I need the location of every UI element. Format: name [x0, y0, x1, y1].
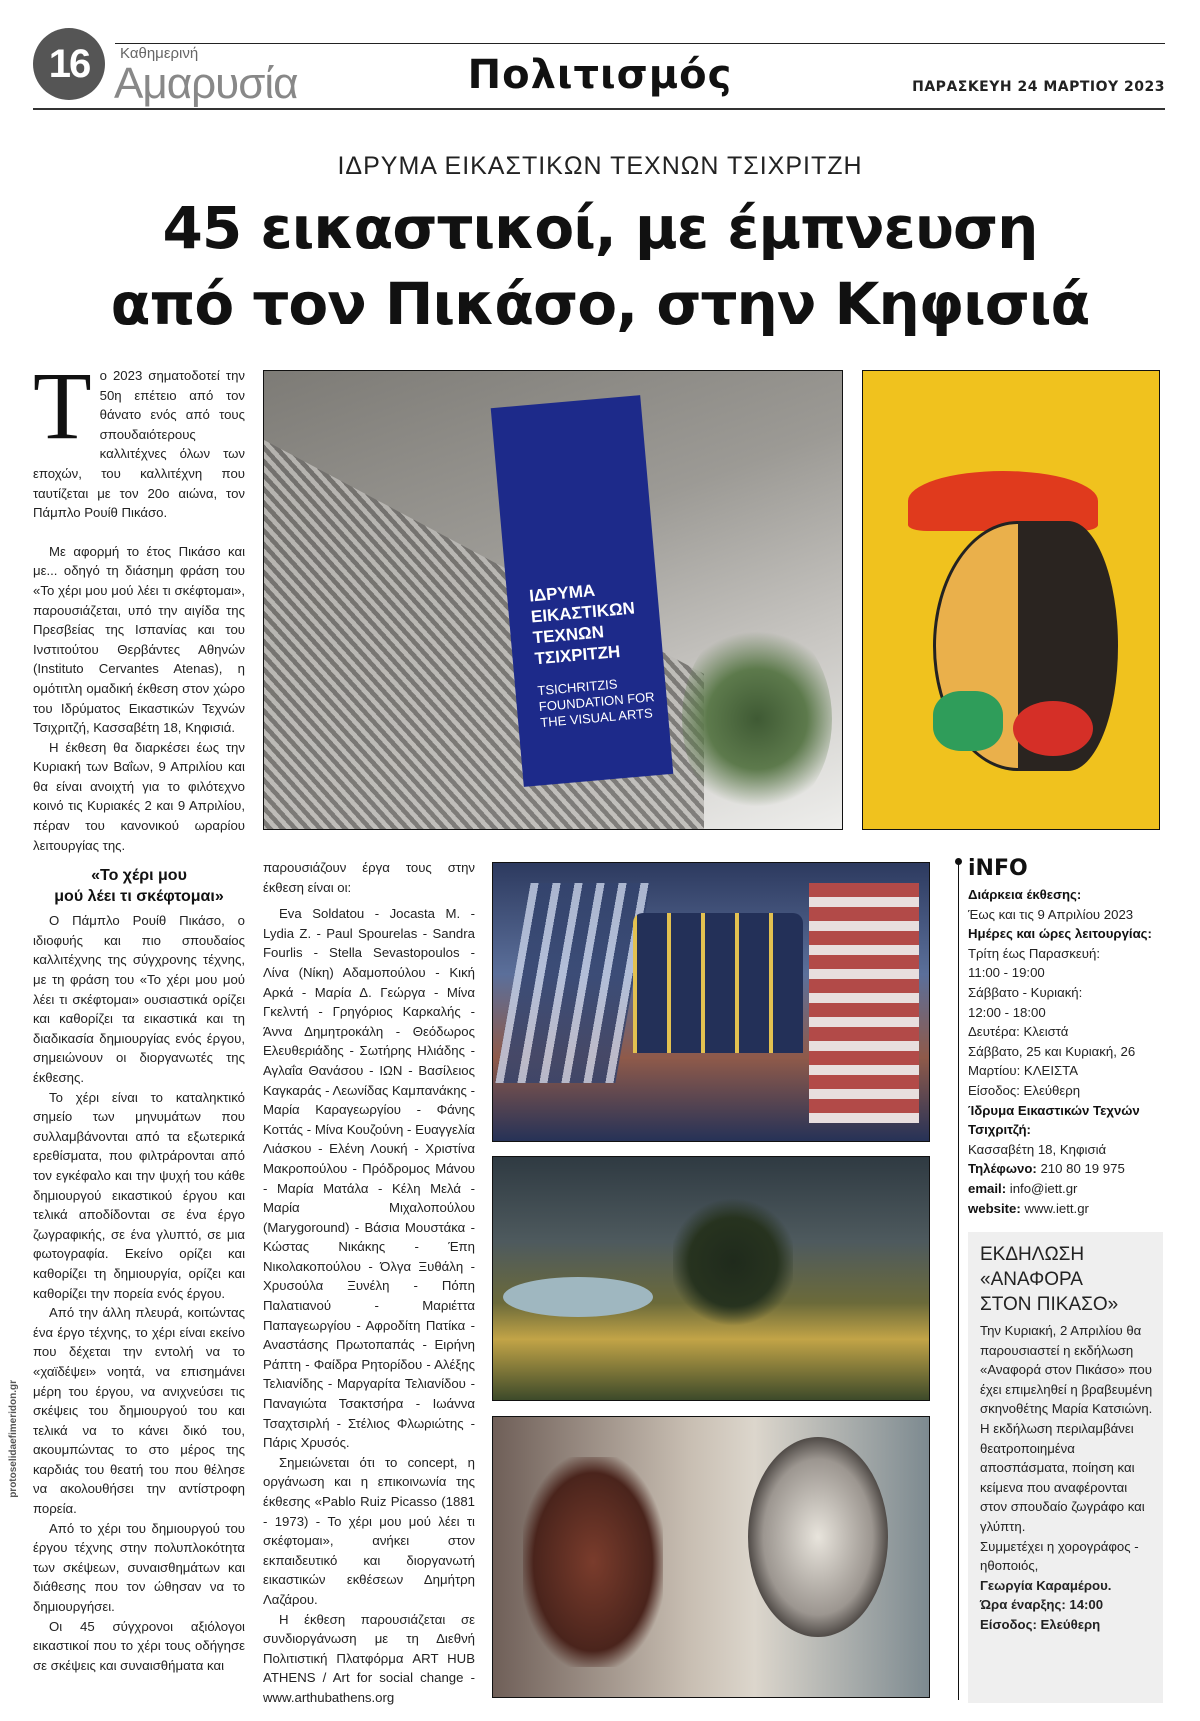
paragraph: Με αφορμή το έτος Πικάσο και με... οδηγό τη διάσημη φράση του «Το χέρι μου μού λέει τι σκέφτομαι», παρουσιάζεται, υπό την αιγίδα της Πρεσβείας της Ισπανίας και του Ινστιτούτου Θερβάντες Αθηνών (Instituto Cervantes Atenas), η ομότιτλη ομαδική έκθεση στον χώρο του Ιδρύματος Εικαστικών Τεχνών Τσιχριτζή, Κασσαβέτη 18, Κηφισιά. — [33, 543, 245, 736]
article-column-1 — [33, 352, 245, 1675]
event-box — [968, 1232, 1163, 1703]
tree-shape — [673, 1197, 793, 1327]
article-headline — [0, 190, 1200, 342]
tree-foliage — [682, 619, 832, 819]
event-performer: Γεωργία Καραμέρου. — [980, 1577, 1112, 1593]
info-box — [968, 855, 1163, 1218]
article-subhead — [33, 865, 245, 907]
header-bottom-rule — [33, 108, 1165, 110]
building-shape — [809, 883, 919, 1123]
info-rows — [968, 885, 1163, 1159]
event-title-line: «ΑΝΑΦΟΡΑ — [980, 1269, 1083, 1291]
phone-value: 210 80 19 975 — [1040, 1161, 1125, 1177]
event-start-time: Ώρα έναρξης: 14:00 — [980, 1597, 1104, 1613]
info-row: Σάββατο, 25 και Κυριακή, 26 Μαρτίου: ΚΛΕΙΣΤΑ — [968, 1043, 1136, 1079]
event-title-line: ΕΚΔΗΛΩΣΗ — [980, 1244, 1085, 1266]
info-title: iNFO — [968, 856, 1028, 881]
subhead-line-1: «Το χέρι μου — [91, 867, 187, 885]
painting-landscape — [492, 1156, 930, 1401]
paragraph: παρουσιάζουν έργα τους στην έκθεση είναι οι: — [263, 860, 475, 895]
paragraph: Ο Πάμπλο Ρουίθ Πικάσο, ο ιδιοφυής και πιο σπουδαίος καλλιτέχνης της σύγχρονης τέχνης, με τη φράση του «Το χέρι μου μού λέει τι σκέφτομαι» ουσιαστικά ορίζει και καθορίζει τα εικαστικά και τη διαδικασία δημιουργίας ενός έργου, σημειώνουν οι διοργανωτές της έκθεσης. — [33, 913, 245, 1085]
info-row: Τρίτη έως Παρασκευή: — [968, 945, 1100, 961]
event-entry: Είσοδος: Ελεύθερη — [980, 1617, 1101, 1632]
email-value[interactable]: info@iett.gr — [1009, 1180, 1078, 1196]
section-title: Πολιτισμός — [467, 52, 733, 98]
info-divider-dot — [955, 858, 962, 865]
info-website — [968, 1199, 1163, 1219]
banner-text: ΙΔΡΥΜΑ ΕΙΚΑΣΤΙΚΩΝ ΤΕΧΝΩΝ ΤΣΙΧΡΙΤΖΗ — [528, 580, 636, 669]
headline-line-2: από τον Πικάσο, στην Κηφισιά — [110, 270, 1090, 338]
info-row: Κασσαβέτη 18, Κηφισιά — [968, 1141, 1107, 1157]
watermark: protoselidaefimeridon.gr — [8, 1380, 19, 1498]
foundation-banner — [491, 395, 674, 787]
banner-subtext: TSICHRITZIS FOUNDATION FOR THE VISUAL ARTS — [536, 676, 656, 731]
website-label: website: — [968, 1200, 1021, 1216]
paragraph: Από την άλλη πλευρά, κοιτώντας ένα έργο τέχνης, το χέρι είναι εκείνο που δέχεται την εντολή να το «χαϊδέψει» νοητά, να επισημάνει μέρη του έργου, να ανιχνεύσει τις σκέψεις του δημιουργού του και τελικά να το κάνει δικό του, ακουμπώντας το στο μέρος της καρδιάς του θεατή του που θέλησε να ακολουθήσει την αντίστροφη πορεία. — [33, 1305, 245, 1517]
paragraph: Από το χέρι του δημιουργού του έργου τέχνης στην πολυπλοκότητα των σκέψεων, συναισθημάτων και διάθεσης που τον ώθησαν να το δημιουργήσει. — [33, 1520, 245, 1615]
event-title — [980, 1242, 1153, 1317]
article-column-2 — [263, 858, 475, 1708]
paragraph: Η έκθεση παρουσιάζεται σε συνδιοργάνωση με τη Διεθνή Πολιτιστική Πλατφόρμα ART HUB ATHENS / Art for social change - www.arthubathens.org — [263, 1611, 475, 1705]
headline-line-1: 45 εικαστικοί, με έμπνευση — [162, 194, 1038, 262]
subhead-line-2: μού λέει τι σκέφτομαι» — [54, 888, 224, 906]
logo: Αμαρυσία — [114, 59, 298, 108]
info-row: Σάββατο - Κυριακή: — [968, 984, 1083, 1000]
event-title-line: ΣΤΟΝ ΠΙΚΑΣΟ» — [980, 1294, 1119, 1316]
info-row: Διάρκεια έκθεσης: — [968, 887, 1082, 902]
paragraph: Σημειώνεται ότι το concept, η οργάνωση και η επικοινωνία της έκθεσης «Pablo Ruiz Picasso (1881 - 1973) - Το χέρι μου μού λέει τι σκέφτομαι», ανήκει στον εκπαιδευτικό και διοργανωτή εικαστικών εκθέσεων Δημήτρη Λαζάρου. — [263, 1454, 475, 1607]
painting-city — [492, 862, 930, 1142]
paragraph: Οι 45 σύγχρονοι αξιόλογοι εικαστικοί που το χέρι τους οδήγησε σε σκέψεις και συναισθήματα και — [33, 1618, 245, 1673]
info-divider — [958, 862, 959, 1700]
painting-cubist-face — [862, 370, 1160, 830]
info-row: Δευτέρα: Κλειστά — [968, 1024, 1069, 1040]
artists-list: Eva Soldatou - Jocasta M. - Lydia Z. - Paul Spourelas - Sandra Fourlis - Stella Sevastopoulos - Λίνα (Νίκη) Αδαμοπούλου - Κική Αρκά - Μαρία Δ. Γεώργα - Μίνα Γκελντή - Γρηγόριος Καρκαλής - Άννα Δημητροκάλη - Θεόδωρος Ελευθεριάδης - Σωτήρης Ηλιάδης - Αγλαΐα Θανάσου - ΙΩΝ - Βασίλειος Καγκαράς - Λεωνίδας Καμπανάκης - Μαρία Καραγεωργίου - Φάνης Κοττάς - Μίνα Κουζούνη - Ευαγγελία Λιάσκου - Ελένη Λουκή - Χριστίνα Μακροπούλου - Πρόδρομος Μάνου - Μαρία Ματάλα - Κέλη Μελά - Μαρία Μιχαλοπούλου (Marygoround) - Βάσια Μουστάκα - Κώστας Νικάκης - Έπη Νικολακοπούλου - Όλγα Ξυθάλη - Χρυσούλα Ξυνέλη - Πόπη Παλατιανού - Μαριέττα Παπαγεωργίου - Αφροδίτη Πατίκα - Αναστάσης Πρωτοπαπάς - Ειρήνη Ράπτη - Φαίδρα Ρητορίδου - Αλέξης Τελιανίδης - Μαργαρίτα Τελιανίδου - Παναγιώτα Τσακτσήρα - Ιωάννα Τσαχτσιρλή - Στέλιος Φλωριώτης - Πάρις Χρυσός. — [263, 906, 475, 1451]
info-row: 12:00 - 18:00 — [968, 1004, 1046, 1020]
painting-picasso-bull — [492, 1416, 930, 1698]
phone-label: Τηλέφωνο: — [968, 1161, 1037, 1177]
building-shape — [633, 913, 803, 1053]
issue-date: ΠΑΡΑΣΚΕΥΗ 24 ΜΑΡΤΙΟΥ 2023 — [912, 79, 1165, 95]
bull-shape — [523, 1457, 663, 1667]
info-phone — [968, 1159, 1163, 1179]
header-top-rule — [115, 43, 1165, 44]
article-kicker: ΙΔΡΥΜΑ ΕΙΚΑΣΤΙΚΩΝ ΤΕΧΝΩΝ ΤΣΙΧΡΙΤΖΗ — [337, 152, 863, 180]
info-row: 11:00 - 19:00 — [968, 965, 1045, 981]
logo-tagline: Καθημερινή — [120, 45, 199, 62]
drop-cap: Τ — [33, 352, 92, 459]
event-participant-intro: Συμμετέχει η χορογράφος - ηθοποιός, — [980, 1538, 1139, 1574]
paragraph: Το χέρι είναι το καταληκτικό σημείο των μηνυμάτων που συλλαμβάνονται από τα εξωτερικά ερεθίσματα, που φιλτράρονται από τον εγκέφαλο και την ψυχή του κάθε δημιουργού εικαστικού έργου και τελικά αποδίδονται σε ένα έργο ζωγραφικής, σε ένα γλυπτό, σε μια φωτογραφία. Εκείνο ορίζει και καθορίζει τη δημιουργία, ορίζει και καθορίζει την πορεία ενός έργου. — [33, 1089, 245, 1301]
info-row: Ίδρυμα Εικαστικών Τεχνών Τσιχριτζή: — [968, 1102, 1140, 1138]
info-row: Έως και τις 9 Απριλίου 2023 — [968, 906, 1134, 922]
info-row: Ημέρες και ώρες λειτουργίας: — [968, 926, 1152, 942]
event-description: Την Κυριακή, 2 Απριλίου θα παρουσιαστεί η εκδήλωση «Αναφορά στον Πικάσο» που έχει επιμεληθεί η βραβευμένη σκηνοθέτης Μαρία Κατσιώνη. Η εκδήλωση περιλαμβάνει θεατροποιημένα αποσπάσματα, ποίηση και κείμενα που αναφέρονται στον σπουδαίο ζωγράφο και γλύπτη. — [980, 1323, 1153, 1535]
page-number: 16 — [33, 28, 105, 100]
email-label: email: — [968, 1180, 1007, 1196]
picasso-portrait-shape — [748, 1437, 888, 1637]
info-email — [968, 1179, 1163, 1199]
paragraph: Η έκθεση θα διαρκέσει έως την Κυριακή των Βαΐων, 9 Απριλίου και θα είναι ανοιχτή για το φιλότεχνο κοινό τις Κυριακές 2 και 9 Απριλίου, πέραν του κανονικού ωραρίου λειτουργίας της. — [33, 739, 245, 853]
red-shape — [1013, 701, 1093, 756]
building-shape — [495, 883, 650, 1083]
paragraph: ο 2023 σηματοδοτεί την 50η επέτειο από τον θάνατο ενός από τους σπουδαιότερους καλλιτέχνες όλων των εποχών, του καλλιτέχνη που ταυτίζεται με τον 20ο αιώνα, τον Πάμπλο Ρουίθ Πικάσο. — [33, 368, 245, 521]
website-value[interactable]: www.iett.gr — [1024, 1200, 1089, 1216]
info-row: Είσοδος: Ελεύθερη — [968, 1082, 1081, 1098]
lake-shape — [503, 1277, 653, 1317]
sidebar — [968, 855, 1163, 1703]
green-shape — [933, 691, 1003, 751]
photo-foundation-building — [263, 370, 843, 830]
